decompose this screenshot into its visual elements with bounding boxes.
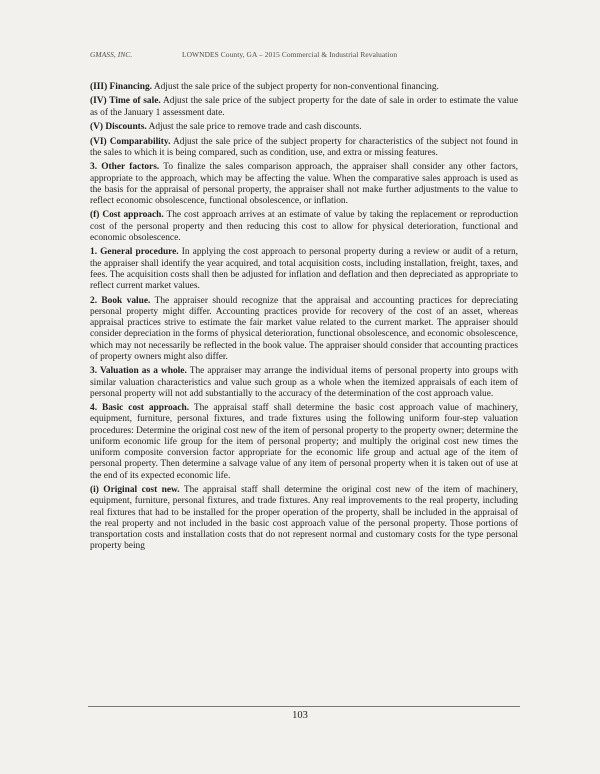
paragraph-heading: (f) Cost approach. — [90, 210, 164, 221]
footer-divider — [88, 706, 520, 707]
paragraph-text: The appraiser should recognize that the appraisal and accounting practices for depreciating personal property might differ. Accounting practices provide for recovery of the cost of an asset, whereas appraisal practices strive to estimate the fair market value related to the current market. The appraiser should consider depreciation in the forms of physical deterioration, functional obsolescence, and economic obsolescence, which may not necessarily be reflected in the book value. The appraiser should consider that accounting practices of property owners might also differ. — [90, 295, 518, 362]
paragraph-text: The cost approach arrives at an estimate of value by taking the replacement or reproduction cost of the personal property and then reducing this cost to allow for physical deterioration, functional and economic obsolescence. — [90, 210, 519, 243]
paragraph-comparability — [90, 137, 518, 160]
paragraph-heading: (i) Original cost new. — [90, 485, 180, 496]
header-firm: GMASS, INC. — [90, 50, 133, 59]
paragraph-text: The appraiser may arrange the individual items of personal property into groups with similar valuation characteristics and value such group as a whole when the itemized appraisals of each item of personal property will not add substantially to the accuracy of the determination of the cost approach value. — [90, 366, 519, 399]
paragraph-discounts — [90, 122, 518, 133]
paragraph-basic-cost-approach — [90, 403, 518, 482]
paragraph-cost-approach — [90, 210, 518, 244]
paragraph-general-procedure — [90, 247, 518, 292]
paragraph-heading: 3. Valuation as a whole. — [90, 366, 187, 377]
paragraph-text: The appraisal staff shall determine the basic cost approach value of machinery, equipment, furniture, personal fixtures, and trade fixtures using the following uniform four-step valuation procedures: Determine the original cost new of the item of personal property to the property owner; determine the uniform economic life group for the item of personal property; and multiply the original cost new times the uniform composite conversion factor appropriate for the economic life group and actual age of the item of personal property. Then determine a salvage value of any item of personal property when it is taken out of use at the end of its expected economic life. — [90, 403, 518, 481]
paragraph-time-of-sale — [90, 96, 518, 119]
paragraph-heading: 4. Basic cost approach. — [90, 403, 190, 414]
paragraph-heading: (III) Financing. — [90, 82, 152, 92]
paragraph-book-value — [90, 296, 518, 364]
page-number: 103 — [292, 710, 308, 721]
paragraph-text: Adjust the sale price of the subject property for characteristics of the subject not found in the sales to which it is being compared, such as condition, use, and extra or missing features. — [90, 136, 518, 158]
paragraph-heading: (IV) Time of sale. — [90, 96, 161, 107]
paragraph-heading: 2. Book value. — [90, 295, 151, 306]
paragraph-heading: (V) Discounts. — [90, 122, 147, 133]
document-body — [90, 82, 518, 556]
page-header — [90, 50, 540, 59]
paragraph-valuation-whole — [90, 366, 518, 400]
paragraph-heading: 1. General procedure. — [90, 247, 179, 258]
paragraph-text: Adjust the sale price of the subject property for the date of sale in order to estimate the value as of the January 1 assessment date. — [90, 96, 518, 118]
paragraph-heading: 3. Other factors. — [90, 162, 160, 173]
paragraph-text: The appraisal staff shall determine the original cost new of the item of machinery, equipment, furniture, personal fixtures, and trade fixtures. Any real improvements to the real property, including real fixtures that had to be installed for the proper operation of the property, shall be included in the appraisal of the real property and not included in the basic cost approach value of the personal property. Those portions of transportation costs and installation costs that do not represent normal and customary costs for the type personal property being — [90, 485, 518, 552]
paragraph-text: Adjust the sale price of the subject property for non-conventional financing. — [152, 82, 439, 92]
paragraph-heading: (VI) Comparability. — [90, 136, 171, 147]
paragraph-text: To finalize the sales comparison approach, the appraiser shall consider any other factors, appropriate to the approach, which may be affecting the value. When the comparative sales approach is used as the basis for the appraisal of personal property, the appraiser shall not make further adjustments to the value to reflect economic obsolescence, functional obsolescence, or inflation. — [90, 162, 518, 206]
paragraph-financing — [90, 82, 518, 93]
paragraph-original-cost-new — [90, 485, 518, 553]
paragraph-text: In applying the cost approach to personal property during a review or audit of a return, the appraiser shall identify the year acquired, and total acquisition costs, including installation, freight, taxes, and fees. The acquisition costs shall then be adjusted for inflation and deflation and then depreciated as appropriate to reflect current market values. — [90, 247, 518, 292]
paragraph-other-factors — [90, 162, 518, 207]
header-title: LOWNDES County, GA – 2015 Commercial & Industrial Revaluation — [182, 50, 398, 59]
paragraph-text: Adjust the sale price to remove trade and cash discounts. — [146, 122, 362, 133]
